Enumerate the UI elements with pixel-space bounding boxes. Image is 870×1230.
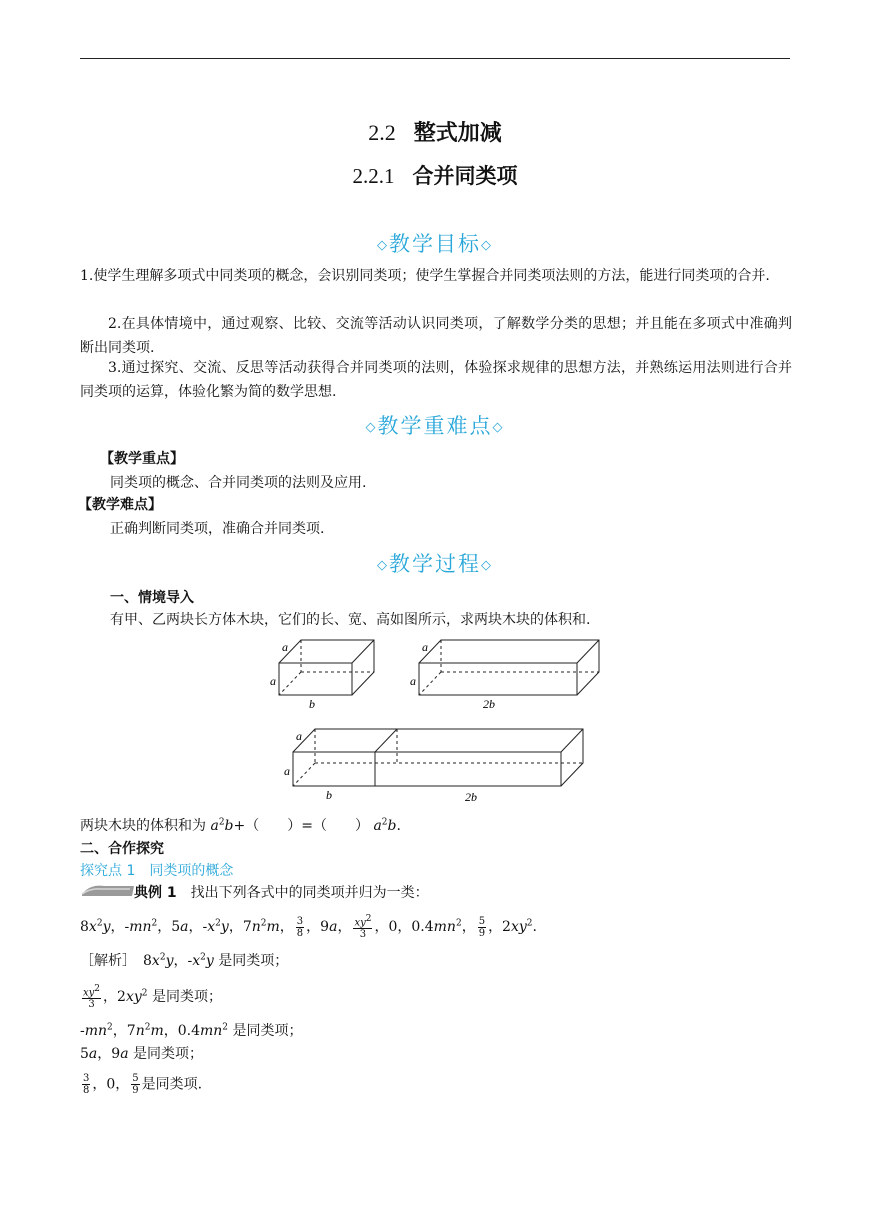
focus-label: 【教学重点】 [100,451,184,467]
section-heading-key-points: ◇教学重难点◇ [365,414,505,438]
analysis-line-2: $\frac{xy^2}{3}$ ，$2xy^2$ 是同类项； [83,984,222,1011]
fig-label-2b: 2b [483,697,495,711]
example-1: 典例 1 找出下列各式中的同类项并归为一类： [134,885,429,901]
volume-sentence: 两块木块的体积和为 $a^2b+$（ ）=（ ） $a^2b$. [80,817,401,834]
page-subtitle: 2.2.1 合并同类项 [352,164,518,188]
fig-label-a: a [282,640,288,654]
fig-label-a: a [296,729,302,743]
difficulty-text: 正确判断同类项，准确合并同类项. [110,521,325,537]
goal-item-2: 2.在具体情境中，通过观察、比较、交流等活动认识同类项，了解数学分类的思想；并且能在多项式中准确判断出同类项. [80,316,792,356]
fig-label-a: a [422,640,428,654]
diamond-icon: ◇ [492,420,505,435]
section-heading-goals: ◇教学目标◇ [377,232,493,256]
example-expressions: $8x^2y$，$-mn^2$，5a，$-x^2y$，$7n^2m$， $\frac{3}{8}$ ，9a， $\frac{xy^2}{3}$ ，0，$0.4mn^2$， $\frac{5}{9}$ ，$2xy^2$. [80,914,537,941]
header-rule [80,58,790,59]
diamond-icon: ◇ [481,558,493,573]
part1-text: 有甲、乙两块长方体木块，它们的长、宽、高如图所示，求两块木块的体积和. [110,612,591,628]
difficulty-label: 【教学难点】 [78,497,162,513]
part2-label: 二、合作探究 [80,841,164,857]
fig-label-2b: 2b [465,790,477,804]
analysis-line-4: 5a，9a 是同类项； [80,1046,204,1062]
analysis-line-5: $\frac{3}{8}$ ，0， $\frac{5}{9}$ 是同类项. [83,1073,203,1096]
analysis-line-3: $-mn^2$，$7n^2m$，$0.4mn^2$ 是同类项； [80,1022,303,1039]
fig-label-b: b [309,697,315,711]
diamond-icon: ◇ [365,420,378,435]
fig-label-b: b [326,788,332,802]
page-title: 2.2 整式加减 [368,120,502,146]
goal-item-1: 1.使学生理解多项式中同类项的概念，会识别同类项；使学生掌握合并同类项法则的方法，能进行同类项的合并. [80,268,770,284]
fig-label-a: a [270,674,276,688]
section-heading-process: ◇教学过程◇ [377,552,493,576]
diamond-icon: ◇ [481,238,493,253]
analysis-line-1: ［解析］ $8x^2y$，$-x^2y$ 是同类项； [80,952,289,969]
focus-text: 同类项的概念、合并同类项的法则及应用. [110,475,367,491]
goal-item-3: 3.通过探究、交流、反思等活动获得合并同类项的法则，体验探求规律的思想方法，并熟练运用法则进行合并同类项的运算，体验化繁为简的数学思想. [80,360,792,400]
diamond-icon: ◇ [377,238,389,253]
part1-label: 一、情境导入 [110,590,194,606]
cuboid-figure [0,632,870,812]
fig-label-a: a [284,764,290,778]
explore-point-label: 探究点 1 同类项的概念 [80,863,234,879]
fig-label-a: a [410,674,416,688]
diamond-icon: ◇ [377,558,389,573]
example-banner-icon [80,880,134,898]
